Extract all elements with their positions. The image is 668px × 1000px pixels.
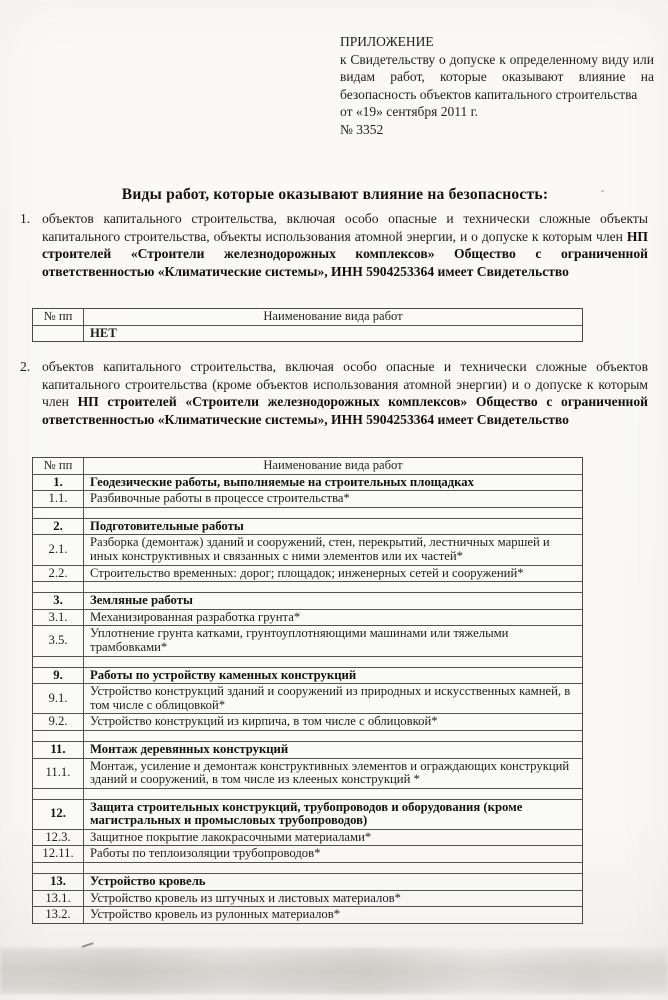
table-row [33,518,582,535]
row-number-cell: 1.1. [33,491,84,507]
row-number-cell: 13.2. [33,907,84,923]
works-table-1 [32,308,583,342]
work-name-cell: Геодезические работы, выполняемые на строительных площадках [90,474,474,489]
table-row [33,758,582,788]
row-number-cell: 2.1. [33,535,84,564]
table-row [33,862,582,873]
table-row [33,609,582,626]
table-1-col-name-header: Наименование вида работ [263,309,403,323]
scan-shadow-artifact [0,948,668,994]
appendix-label: ПРИЛОЖЕНИЕ [340,34,434,49]
work-name-cell: Работы по теплоизоляции трубопроводов* [90,846,321,861]
row-number-cell: 2.2. [33,566,84,582]
row-number-cell: 12.11. [33,846,84,862]
row-number-cell: 3.5. [33,626,84,655]
table-1-col-number-header: № пп [33,309,84,325]
row-number-cell: 3.1. [33,610,84,626]
paragraph-1-bold-text: НП строителей «Строители железнодорожных комплексов» Общество с ограниченной ответственностью «Климатические системы», ИНН 5904253364 имеет Свидетельство [42,228,648,280]
table-row [33,890,582,907]
paragraph-2-bold-text: НП строителей «Строители железнодорожных комплексов» Общество с ограниченной ответственностью «Климатические системы», ИНН 5904253364 имеет Свидетельство [42,394,649,428]
table-row [33,565,582,582]
work-name-cell: Защита строительных конструкций, трубопроводов и оборудования (кроме магистральных и промысловых трубопроводов) [90,799,523,828]
list-marker-2: 2. [20,359,31,374]
work-name-cell [84,508,582,518]
work-name-cell: Работы по устройству каменных конструкций [90,667,357,682]
row-number-cell: 11.1. [33,759,84,788]
row-number-cell: 9.2. [33,714,84,730]
paragraph-2 [42,358,648,429]
work-name-cell: Защитное покрытие лакокрасочными материалами* [90,829,372,844]
table-2-col-number-header: № пп [33,458,84,474]
work-name-cell [84,789,582,799]
work-name-cell [84,657,582,667]
list-item-2 [20,358,648,429]
row-number-cell: 13.1. [33,891,84,907]
paragraph-2-normal-text: объектов капитального строительства, включая особо опасные и технически сложные объектов капитального строительства (кроме объектов использования атомной энергии) и о допуске к которым член [42,359,648,410]
row-number-cell: 1. [33,475,84,491]
table-1-header-row [33,309,582,325]
page-title: Виды работ, которые оказывают влияние на безопасность: [121,186,549,203]
row-number-cell: 9. [33,668,84,684]
table-row [33,581,582,592]
row-number-cell: 11. [33,742,84,758]
table-row [33,656,582,667]
table-row [33,829,582,846]
table-row [33,906,582,923]
work-name-cell [84,863,582,873]
table-row [33,592,582,609]
work-name-cell: Устройство кровель [90,874,206,889]
work-name-cell: Разбивочные работы в процессе строительства* [90,491,350,506]
table-row [33,741,582,758]
table-row [33,713,582,730]
table-row [33,474,582,491]
work-name-cell: Устройство конструкций зданий и сооружений из природных и искусственных камней, в том числе с облицовкой* [90,684,571,712]
work-name-cell [84,731,582,741]
row-number-cell [33,508,84,518]
table-row [33,667,582,684]
table-row [33,730,582,741]
scan-speck-artifact [648,56,650,58]
work-name-cell: Монтаж, усиление и демонтаж конструктивных элементов и ограждающих конструкций зданий и сооружений, в том числе из клееных конструкций * [90,758,570,787]
table-2-col-name-header: Наименование вида работ [263,458,403,472]
certificate-reference: к Свидетельству о допуске к определенному виду или видам работ, которые оказывают влияние на безопасность объектов капитального строительства [340,51,654,102]
work-name-cell: НЕТ [90,325,117,340]
work-name-cell: Устройство конструкций из кирпича, в том числе с облицовкой* [90,714,438,729]
work-name-cell: Механизированная разработка грунта* [90,609,301,624]
row-number-cell: 12. [33,800,84,829]
table-1-body [33,325,582,342]
table-row [33,799,582,829]
paragraph-1-normal-text: объектов капитального строительства, включая особо опасные и технически сложные объекты капитального строительства, объекты использования атомной энергии, и о допуске к которым член [42,211,648,244]
date-line: от «19» сентября 2011 г. [340,104,478,120]
table-row [33,534,582,564]
work-name-cell: Земляные работы [90,593,193,608]
header-block [340,33,654,139]
row-number-cell: 13. [33,874,84,890]
table-row [33,490,582,507]
row-number-cell: 3. [33,593,84,609]
table-row [33,325,582,342]
work-name-cell: Устройство кровель из рулонных материалов* [90,907,341,922]
work-name-cell: Разборка (демонтаж) зданий и сооружений, стен, перекрытий, лестничных маршей и иных конструктивных и связанных с ними элементов или их частей* [90,535,550,563]
table-row [33,788,582,799]
table-2-body [33,474,582,923]
table-row [33,507,582,518]
row-number-cell: 2. [33,519,84,535]
table-row [33,873,582,890]
table-row [33,625,582,655]
table-row [33,683,582,713]
works-table-2 [32,457,583,924]
list-marker-1: 1. [20,211,31,226]
table-2-header-row [33,458,582,474]
paragraph-1 [42,210,648,281]
row-number-cell [33,326,84,342]
work-name-cell [84,582,582,592]
work-name-cell: Подготовительные работы [90,518,244,533]
row-number-cell: 9.1. [33,684,84,713]
work-name-cell: Устройство кровель из штучных и листовых материалов* [90,890,401,905]
work-name-cell: Строительство временных: дорог; площадок; инженерных сетей и сооружений* [90,565,524,580]
row-number-cell [33,789,84,799]
work-name-cell: Монтаж деревянных конструкций [90,741,289,756]
row-number-cell [33,657,84,667]
table-row [33,845,582,862]
work-name-cell: Уплотнение грунта катками, грунтоуплотняющими машинами или тяжелыми трамбовками* [90,626,509,654]
scan-speck-artifact [601,190,604,192]
row-number-cell [33,863,84,873]
row-number-cell [33,731,84,741]
number-line: № 3352 [340,121,384,137]
list-item-1 [20,210,648,281]
row-number-cell [33,582,84,592]
row-number-cell: 12.3. [33,830,84,846]
